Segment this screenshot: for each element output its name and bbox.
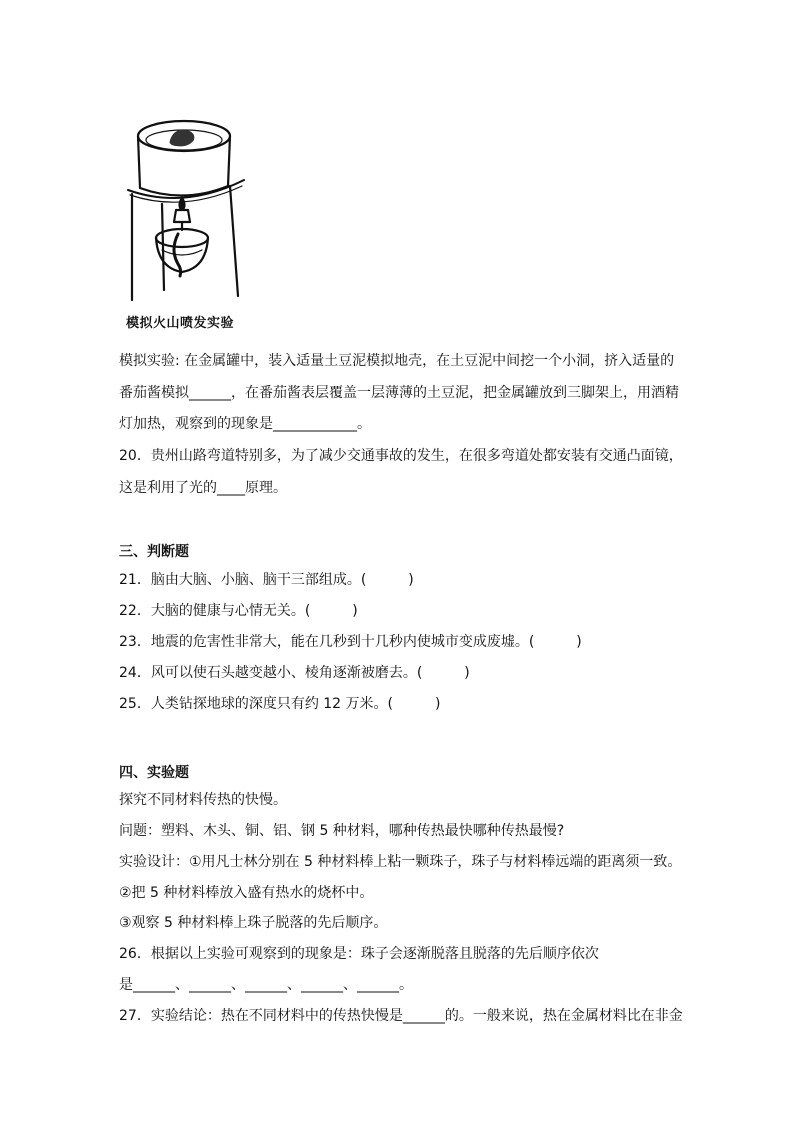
q20-text-line-2: 这是利用了光的____原理。 bbox=[119, 480, 287, 496]
q23-item: 23．地震的危害性非常大，能在几秒到十几秒内使城市变成废墟。( ) bbox=[119, 634, 582, 650]
q20-text-line-1: 20．贵州山路弯道特别多，为了减少交通事故的发生，在很多弯道处都安装有交通凸面镜， bbox=[119, 448, 683, 464]
apparatus-drawing bbox=[118, 100, 258, 310]
experiment-design-step-3: ③观察 5 种材料棒上珠子脱落的先后顺序。 bbox=[119, 915, 388, 931]
q21-item: 21．脑由大脑、小脑、脑干三部组成。( ) bbox=[119, 572, 414, 588]
section-3-heading: 三、判断题 bbox=[119, 544, 189, 560]
experiment-design-step-1: 实验设计：①用凡士林分别在 5 种材料棒上粘一颗珠子，珠子与材料棒远端的距离须一致。 bbox=[119, 854, 682, 870]
q24-item: 24．风可以使石头越变越小、棱角逐渐被磨去。( ) bbox=[119, 665, 470, 681]
q19-text-line-3: 灯加热，观察到的现象是____________。 bbox=[119, 416, 371, 432]
figure-caption: 模拟火山喷发实验 bbox=[126, 316, 235, 331]
q27-text-line-1: 27．实验结论：热在不同材料中的传热快慢是______的。一般来说，热在金属材料比在非金 bbox=[119, 1008, 683, 1024]
q22-item: 22．大脑的健康与心情无关。( ) bbox=[119, 603, 358, 619]
q26-text-line-1: 26．根据以上实验可观察到的现象是：珠子会逐渐脱落且脱落的先后顺序依次 bbox=[119, 946, 599, 962]
section-4-heading: 四、实验题 bbox=[119, 765, 189, 781]
volcano-experiment-illustration bbox=[118, 100, 258, 340]
q19-text-line-2: 番茄酱模拟______，在番茄酱表层覆盖一层薄薄的土豆泥，把金属罐放到三脚架上，用酒精 bbox=[119, 385, 679, 401]
experiment-question: 问题：塑料、木头、铜、铝、钢 5 种材料，哪种传热最快哪种传热最慢? bbox=[119, 823, 565, 839]
q25-item: 25．人类钻探地球的深度只有约 12 万米。( ) bbox=[119, 696, 441, 712]
q19-text-line-1: 模拟实验: 在金属罐中，装入适量土豆泥模拟地壳，在土豆泥中间挖一个小洞，挤入适量的 bbox=[119, 353, 675, 369]
experiment-design-step-2: ②把 5 种材料棒放入盛有热水的烧杯中。 bbox=[119, 885, 374, 901]
q26-text-line-2: 是______、______、______、______、______。 bbox=[119, 977, 413, 993]
experiment-intro: 探究不同材料传热的快慢。 bbox=[119, 792, 287, 808]
